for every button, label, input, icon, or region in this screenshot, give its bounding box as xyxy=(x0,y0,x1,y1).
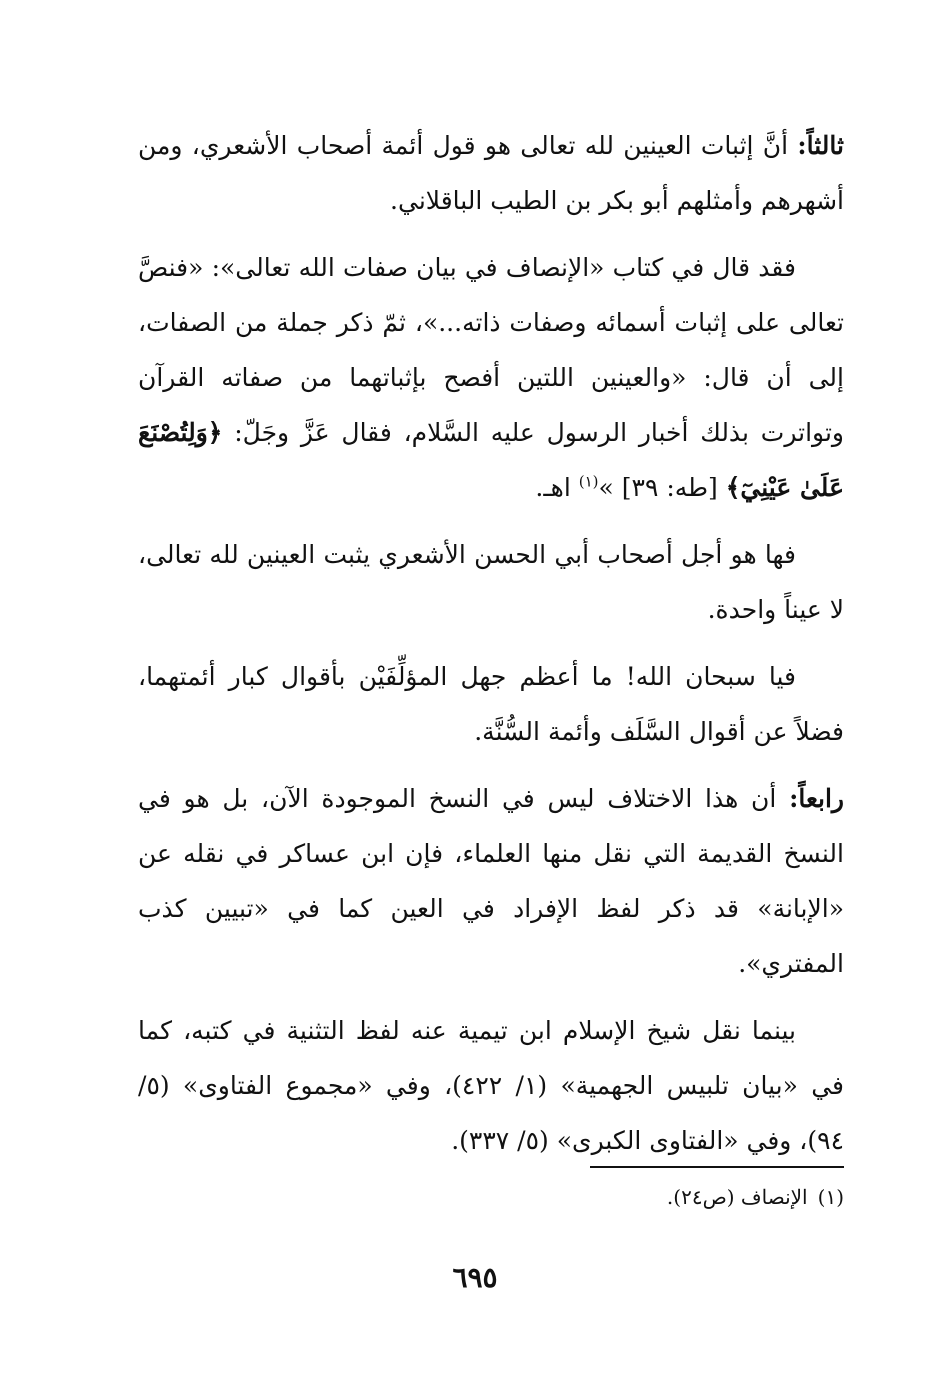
paragraph-lead-rabian: رابعاً: xyxy=(789,784,844,813)
paragraph-text: فقد قال في كتاب «الإنصاف في بيان صفات الله تعالى»: «فنصَّ تعالى على إثبات أسمائه وصفات ذاته...»، ثمّ ذكر جملة من الصفات، إلى أن قال: «والعينين اللتين أفصح بإثباتهما من صفاته القرآن وتواترت بذلك أخبار الرسول عليه السَّلام، فقال عَزَّ وجَلّ: xyxy=(138,253,844,447)
main-text xyxy=(138,118,844,1180)
footnote-divider xyxy=(590,1166,844,1168)
paragraph-rabian xyxy=(138,771,844,991)
paragraph-lead-thalithan: ثالثاً: xyxy=(797,131,844,160)
paragraph-text: أنَّ إثبات العينين لله تعالى هو قول أئمة أصحاب الأشعري، ومن أشهرهم وأمثلهم أبو بكر بن الطيب الباقلاني. xyxy=(138,131,844,215)
paragraph-subhan-allah xyxy=(138,649,844,759)
verse-citation: [طه: ٣٩] » xyxy=(598,473,726,502)
paragraph-ajall-ashab xyxy=(138,527,844,637)
paragraph-text-end: اهـ. xyxy=(535,473,579,502)
footnote-reference: (١) xyxy=(578,472,599,491)
footnote xyxy=(500,1182,844,1212)
paragraph-text: فها هو أجل أصحاب أبي الحسن الأشعري يثبت العينين لله تعالى، لا عيناً واحدة. xyxy=(138,540,844,624)
footnote-text: الإنصاف (ص٢٤). xyxy=(666,1185,808,1209)
quran-verse: ﴿وَلِتُصْنَعَ عَلَىٰ عَيْنِيٓ﴾ xyxy=(138,418,844,502)
page-number: ٦٩٥ xyxy=(452,1261,498,1294)
paragraph-ibn-taymiyya xyxy=(138,1003,844,1168)
paragraph-text: أن هذا الاختلاف ليس في النسخ الموجودة الآن، بل هو في النسخ القديمة التي نقل منها العلماء، فإن ابن عساكر في نقله عن «الإبانة» قد ذكر لفظ الإفراد في العين كما في «تبيين كذب المفتري». xyxy=(138,784,844,978)
paragraph-insaf-quote xyxy=(138,240,844,515)
paragraph-thalithan xyxy=(138,118,844,228)
footnote-number: (١) xyxy=(817,1185,844,1209)
paragraph-text: فيا سبحان الله! ما أعظم جهل المؤلِّفَيْن بأقوال كبار أئمتهما، فضلاً عن أقوال السَّلَف وأئمة السُّنَّة. xyxy=(138,662,844,746)
paragraph-text: بينما نقل شيخ الإسلام ابن تيمية عنه لفظ التثنية في كتبه، كما في «بيان تلبيس الجهمية» (١/ ٤٢٢)، وفي «مجموع الفتاوى» (٥/ ٩٤)، وفي «الفتاوى الكبرى» (٥/ ٣٣٧). xyxy=(138,1016,845,1155)
